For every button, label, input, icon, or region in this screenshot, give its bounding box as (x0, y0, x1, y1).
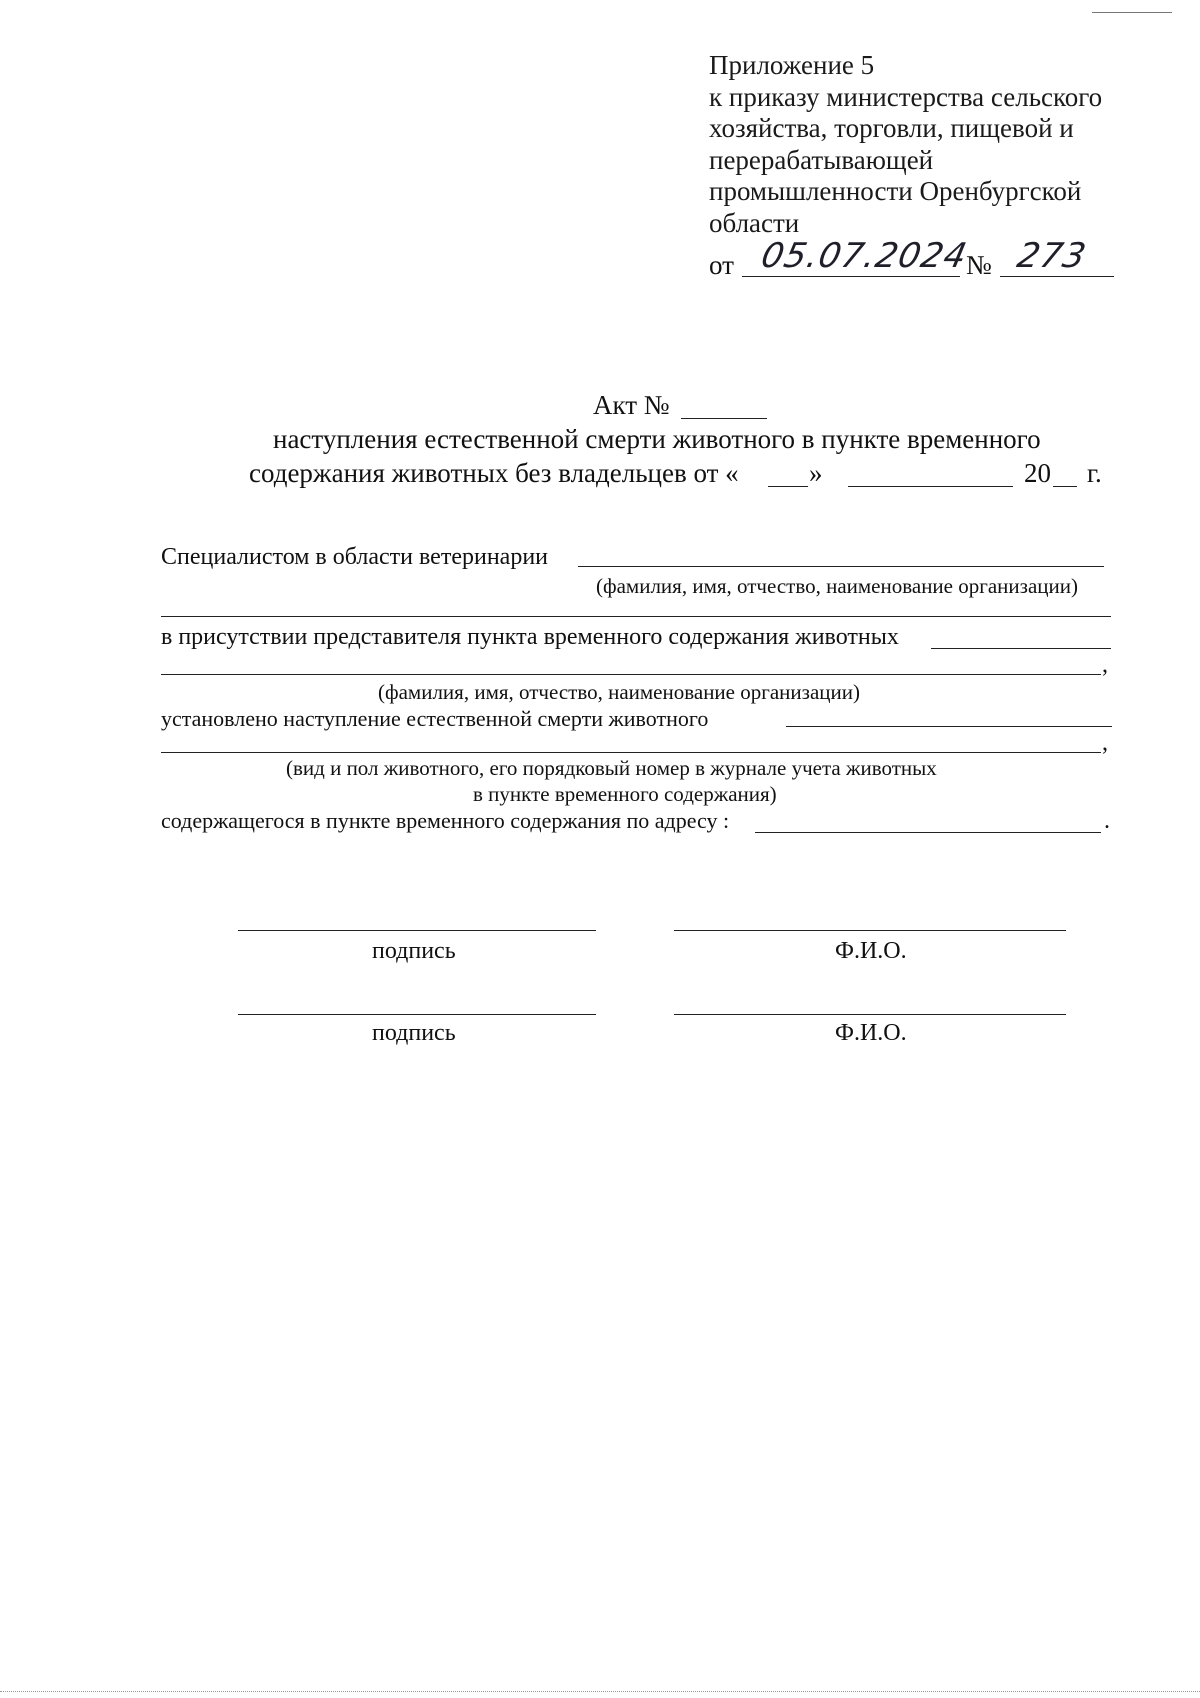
established-field (786, 726, 1112, 727)
appendix-header (709, 50, 1102, 239)
specialist-field (578, 566, 1104, 567)
specialist-label: Специалистом в области ветеринарии (161, 544, 548, 570)
animal-caption-line1: (вид и пол животного, его порядковый номер в журнале учета животных (286, 756, 937, 780)
act-day-underline (768, 486, 808, 487)
appendix-line: хозяйства, торговли, пищевой и (709, 113, 1074, 143)
appendix-line: области (709, 207, 800, 238)
act-title: Акт № (593, 390, 670, 420)
name-line-2 (674, 1014, 1066, 1015)
signature-line-1 (238, 930, 596, 931)
name-caption-1: Ф.И.О. (835, 938, 907, 964)
appendix-line: перерабатывающей (709, 144, 934, 175)
act-subtitle-line1: наступления естественной смерти животного в пункте временного (273, 424, 1041, 454)
act-month-underline (848, 486, 1013, 487)
appendix-number: Приложение 5 (709, 50, 875, 80)
appendix-line: к приказу министерства сельского (709, 81, 1103, 112)
specialist-field-continued (161, 616, 1111, 617)
order-date-underline (742, 276, 960, 277)
name-line-1 (674, 930, 1066, 931)
signature-caption-2: подпись (372, 1020, 456, 1046)
order-number-label: № (966, 250, 992, 280)
address-label: содержащегося в пункте временного содержания по адресу : (161, 808, 730, 833)
established-field-continued (161, 752, 1101, 753)
presence-field-continued (161, 674, 1101, 675)
order-date-handwritten: 05.07.2024 (757, 236, 971, 276)
act-year-suffix: г. (1087, 458, 1102, 488)
act-quote-close: » (809, 458, 823, 488)
act-year-underline (1053, 486, 1077, 487)
appendix-line: промышленности Оренбургской (709, 176, 1082, 206)
established-comma: , (1102, 730, 1108, 756)
order-number-handwritten: 273 (1013, 236, 1091, 276)
presence-comma: , (1102, 652, 1108, 678)
address-period: . (1104, 808, 1110, 834)
presence-caption: (фамилия, имя, отчество, наименование организации) (378, 680, 860, 704)
act-subtitle-line2: содержания животных без владельцев от « (249, 458, 739, 488)
scan-edge (0, 1691, 1200, 1692)
order-date-label: от (709, 250, 734, 280)
animal-caption-line2: в пункте временного содержания) (473, 782, 777, 806)
address-field (755, 832, 1101, 833)
order-number-underline (1000, 276, 1114, 277)
corner-mark (1092, 12, 1172, 13)
name-caption-2: Ф.И.О. (835, 1020, 907, 1046)
act-number-underline (681, 418, 767, 419)
established-label: установлено наступление естественной смерти животного (161, 706, 709, 731)
presence-field (931, 648, 1111, 649)
signature-line-2 (238, 1014, 596, 1015)
presence-label: в присутствии представителя пункта временного содержания животных (161, 624, 899, 650)
signature-caption-1: подпись (372, 938, 456, 964)
act-year-prefix: 20 (1024, 458, 1051, 488)
specialist-caption: (фамилия, имя, отчество, наименование организации) (596, 574, 1078, 598)
